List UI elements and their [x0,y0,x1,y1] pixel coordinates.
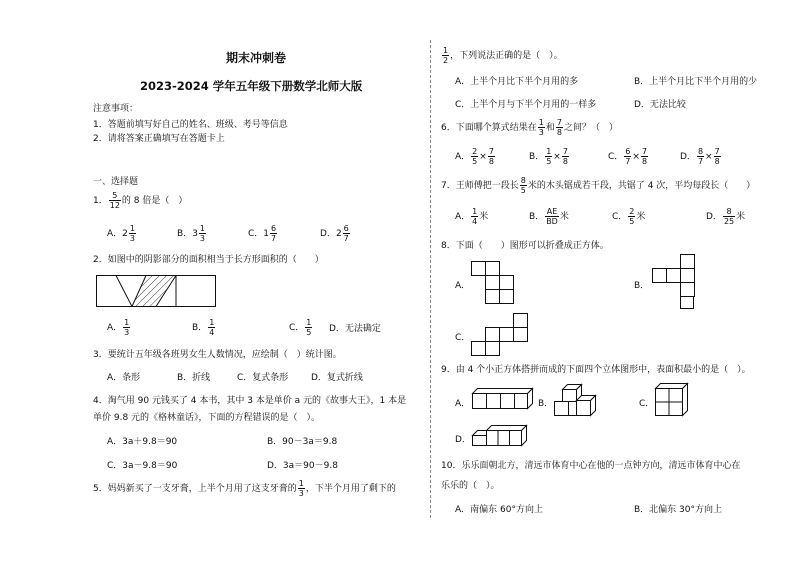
question-10-line-1: 10．乐乐面朝北方，清远市体育中心在他的一点钟方向，清远市体育中心在 [441,461,741,471]
q1-option-c[interactable]: C．1 $\frac{6}{7}$ [248,224,277,243]
cube-net-a [471,261,529,305]
q5-option-a[interactable]: A．上半个月比下半个月用的多 [455,77,579,87]
q6-option-a[interactable]: A． $\frac{2}{5}$ × $\frac{7}{8}$ [455,147,494,166]
notice-item-1: 1．答题前填写好自己的姓名、班级、考号等信息 [93,120,288,130]
q4-option-a[interactable]: A．3a＋9.8＝90 [107,437,178,447]
q3-option-a[interactable]: A．条形 [107,373,141,383]
solid-shape-b [554,383,598,417]
question-5: 5．妈妈新买了一支牙膏，上半个月用了这支牙膏的 $\frac{1}{3}$ ，下半个月用了剩下的 [93,479,396,498]
q3-option-d[interactable]: D．复式折线 [311,373,363,383]
q9-option-d[interactable]: D． [455,435,471,445]
solid-shape-a [472,388,534,410]
q4-option-c[interactable]: C．3a－9.8＝90 [107,461,178,471]
question-9: 9．由 4 个小正方体搭拼而成的下面四个立体图形中，表面积最小的是（ ）。 [441,365,751,375]
q5-option-c[interactable]: C．上半个月与下半个月用的一样多 [455,100,597,110]
q1-option-b[interactable]: B．3 $\frac{1}{3}$ [177,224,206,243]
q1-option-d[interactable]: D．2 $\frac{6}{7}$ [320,224,349,243]
question-8: 8．下面（ ）图形可以折叠成正方体。 [441,241,609,251]
q2-option-a[interactable]: A． $\frac{1}{3}$ [107,318,130,337]
q6-option-c[interactable]: C． $\frac{6}{7}$ × $\frac{7}{8}$ [608,147,648,166]
q4-option-d[interactable]: D．3a＝90－9.8 [267,461,338,471]
q5-option-d[interactable]: D．无法比较 [634,100,686,110]
q3-option-b[interactable]: B．折线 [177,373,211,383]
q8-option-b[interactable]: B． [634,281,650,291]
q7-option-a[interactable]: A． $\frac{1}{4}$ 米 [455,207,489,226]
page-title: 期末冲刺卷 [226,51,287,65]
question-6: 6．下面哪个算式结果在 $\frac{1}{3}$ 和 $\frac{7}{8}$ 之间？（ ） [441,118,618,137]
q7-option-d[interactable]: D． $\frac{8}{25}$ 米 [706,207,746,226]
question-2: 2．如图中的阴影部分的面积相当于长方形面积的（ ） [93,255,324,265]
solid-shape-d [472,425,528,447]
q5-option-b[interactable]: B．上半个月比下半个月用的少 [634,77,758,87]
section-heading: 一、选择题 [93,177,139,187]
question-4-line-2: 单价 9.8 元的《格林童话》，下面的方程错误的是（ ）。 [93,413,321,423]
q9-option-b[interactable]: B． [538,399,554,409]
q9-option-c[interactable]: C． [639,399,655,409]
q10-option-b[interactable]: B．北偏东 30°方向上 [634,505,722,515]
q6-option-d[interactable]: D． $\frac{8}{7}$ × $\frac{7}{8}$ [680,147,720,166]
q10-option-a[interactable]: A．南偏东 60°方向上 [455,505,543,515]
q7-option-b[interactable]: B． $\frac{AE}{BD}$ 米 [529,207,569,226]
solid-shape-c [655,383,689,417]
q1-option-a[interactable]: A．2 $\frac{1}{3}$ [107,224,135,243]
q2-option-c[interactable]: C． $\frac{1}{5}$ [289,318,312,337]
question-1: 1． $\frac{5}{12}$ 的 8 倍是（ ） [93,191,188,210]
question-7: 7．王师傅把一段长 $\frac{8}{5}$ 米的木头锯成若干段，共锯了 4 次，平均每段长（ ） [441,176,756,195]
q9-option-a[interactable]: A． [455,399,471,409]
q7-option-c[interactable]: C． $\frac{2}{5}$ 米 [612,207,646,226]
q8-option-c[interactable]: C． [455,333,471,343]
cube-net-b [652,254,698,310]
question-3: 3．要统计五年级各班男女生人数情况，应绘制（ ）统计图。 [93,350,342,360]
q4-option-b[interactable]: B．90－3a＝9.8 [267,437,338,447]
shaded-rectangle-figure [96,275,216,307]
cube-net-c [471,313,529,357]
notice-heading: 注意事项： [93,104,139,114]
column-divider [430,40,431,518]
question-4-line-1: 4．淘气用 90 元钱买了 4 本书，其中 3 本是单价 a 元的《故事大王》，1 本是 [93,396,407,406]
notice-item-2: 2．请将答案正确填写在答题卡上 [93,134,225,144]
fraction: $\frac{5}{12}$ [109,191,120,210]
q3-option-c[interactable]: C．复式条形 [237,373,289,383]
question-10-line-2: 乐乐的（ ）。 [441,481,500,491]
question-5-continued: $\frac{1}{2}$ ，下列说法正确的是（ ）。 [443,46,563,65]
q2-option-b[interactable]: B． $\frac{1}{4}$ [192,318,215,337]
q2-option-d[interactable]: D．无法确定 [329,324,381,334]
page-subtitle: 2023-2024 学年五年级下册数学北师大版 [140,79,363,93]
q8-option-a[interactable]: A． [455,281,471,291]
q6-option-b[interactable]: B． $\frac{1}{5}$ × $\frac{7}{8}$ [529,147,568,166]
